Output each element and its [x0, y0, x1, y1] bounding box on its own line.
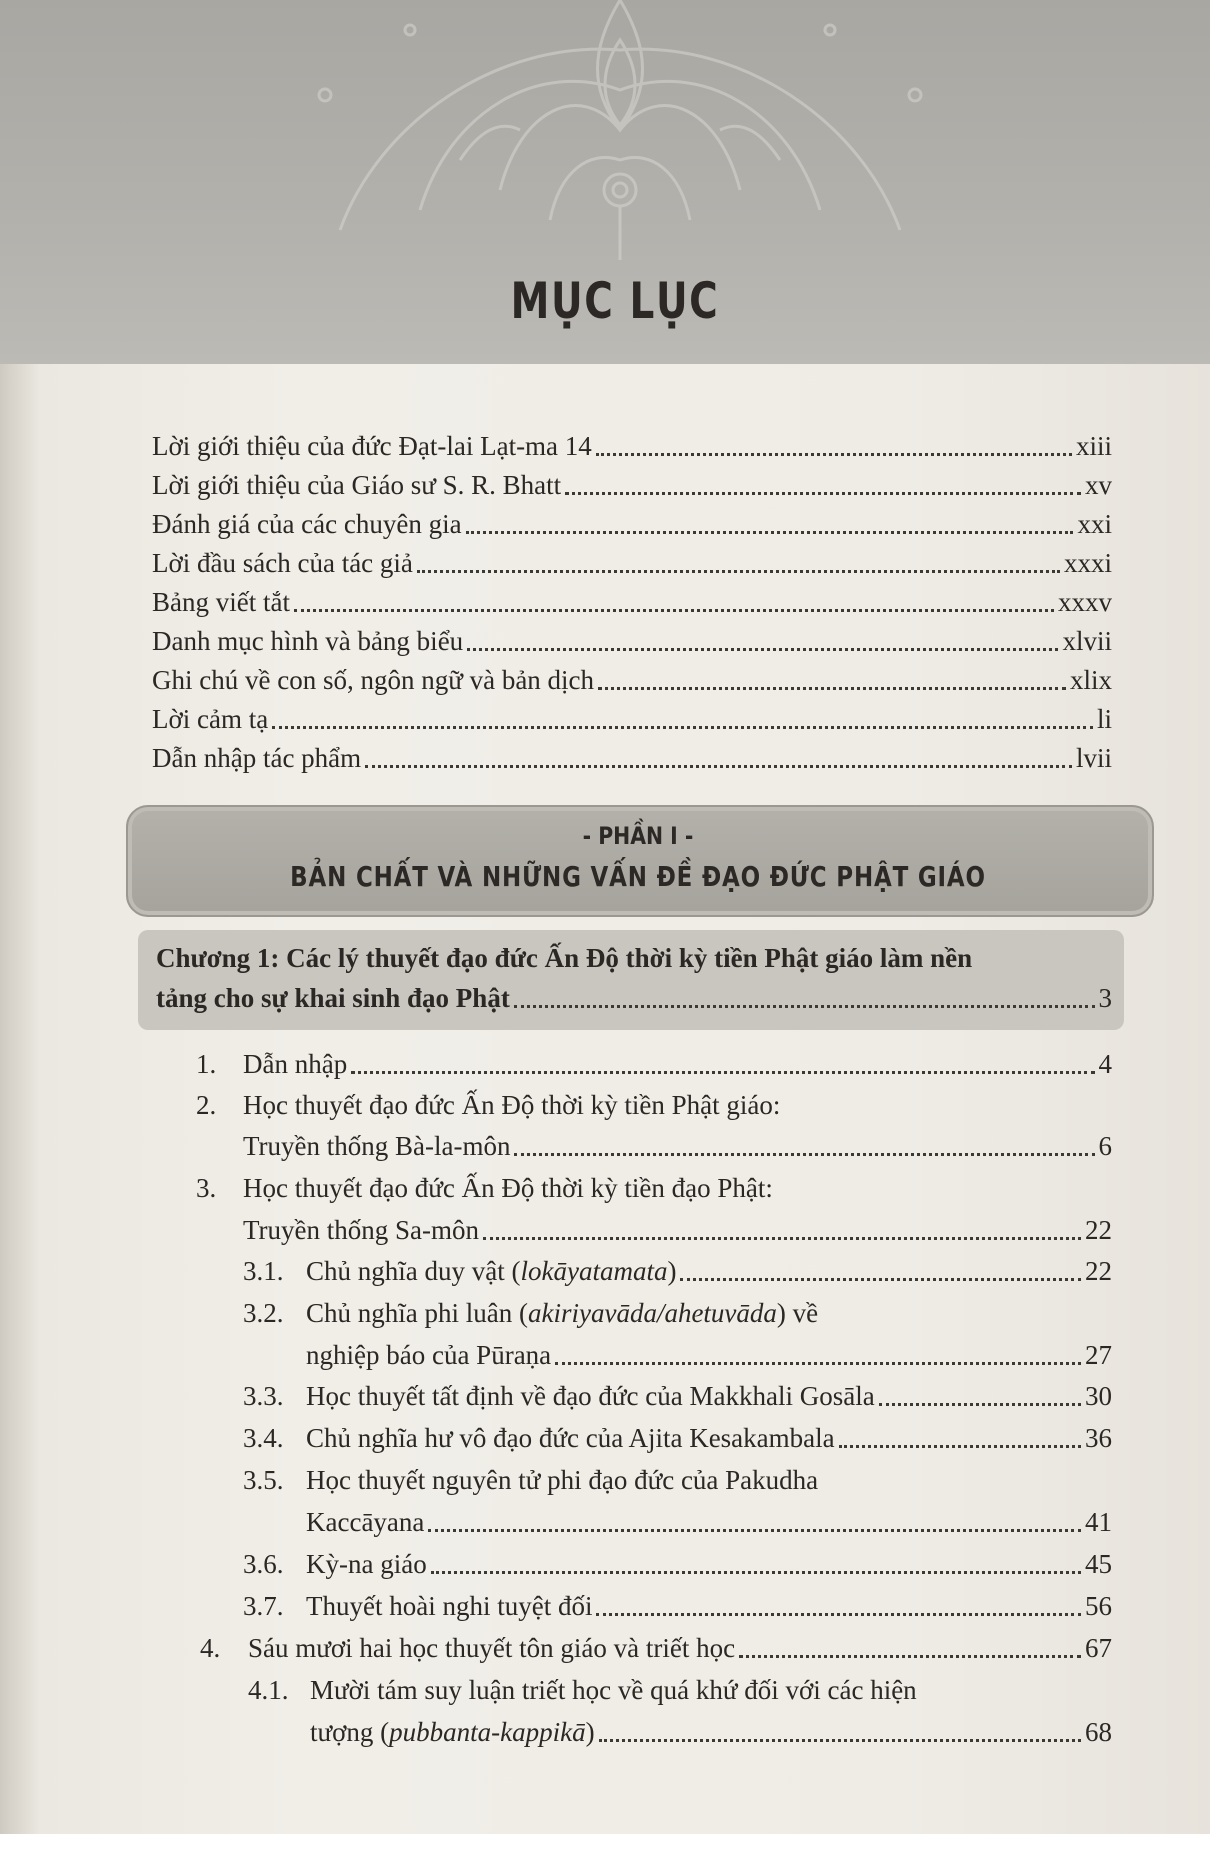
section-title-line1: Học thuyết đạo đức Ấn Độ thời kỳ tiền đạo Phật: [243, 1173, 773, 1203]
toc-entry: Chủ nghĩa duy vật (lokāyatamata) 22 [306, 1256, 1112, 1286]
toc-entry: Dẫn nhập tác phẩm lvii [152, 743, 1112, 773]
toc-entry: Bảng viết tắt xxxv [152, 587, 1112, 617]
section-number: 3.1. [243, 1256, 284, 1286]
toc-entry: nghiệp báo của Pūraṇa 27 [306, 1340, 1112, 1370]
section-number: 3.6. [243, 1549, 284, 1579]
toc-entry: Lời cảm tạ li [152, 704, 1112, 734]
toc-entry: Sáu mươi hai học thuyết tôn giáo và triết học 67 [248, 1633, 1112, 1663]
toc-entry: Lời giới thiệu của đức Đạt-lai Lạt-ma 14 xiii [152, 431, 1112, 461]
chapter-title-line1: Chương 1: Các lý thuyết đạo đức Ấn Độ thời kỳ tiền Phật giáo làm nền [156, 943, 973, 973]
section-title-line1: Học thuyết đạo đức Ấn Độ thời kỳ tiền Phật giáo: [243, 1090, 781, 1120]
page-edge-bottom [0, 1834, 1230, 1852]
toc-entry: Lời giới thiệu của Giáo sư S. R. Bhatt xv [152, 470, 1112, 500]
section-number: 3.7. [243, 1591, 284, 1621]
toc-entry: Kaccāyana 41 [306, 1507, 1112, 1537]
section-number: 4. [200, 1633, 221, 1663]
toc-entry: Danh mục hình và bảng biểu xlvii [152, 626, 1112, 656]
toc-entry: Chủ nghĩa hư vô đạo đức của Ajita Kesakambala 36 [306, 1423, 1112, 1453]
section-title-line1: Mười tám suy luận triết học về quá khứ đối với các hiện [310, 1675, 917, 1705]
section-number: 3.4. [243, 1423, 284, 1453]
section-number: 3.3. [243, 1381, 284, 1411]
section-number: 1. [196, 1049, 217, 1079]
toc-entry: Lời đầu sách của tác giả xxxi [152, 548, 1112, 578]
section-title-line1: Chủ nghĩa phi luân (akiriyavāda/ahetuvāda) về [306, 1298, 819, 1328]
toc-entry: Truyền thống Sa-môn 22 [243, 1215, 1112, 1245]
section-number: 4.1. [248, 1675, 289, 1705]
toc-entry: Học thuyết tất định về đạo đức của Makkhali Gosāla 30 [306, 1381, 1112, 1411]
part-title: BẢN CHẤT VÀ NHỮNG VẤN ĐỀ ĐẠO ĐỨC PHẬT GIÁO [290, 860, 986, 893]
toc-entry: Dẫn nhập 4 [243, 1049, 1112, 1079]
section-title-line1: Học thuyết nguyên tử phi đạo đức của Pakudha [306, 1465, 819, 1495]
toc-entry: Ghi chú về con số, ngôn ngữ và bản dịch xlix [152, 665, 1112, 695]
part-label: - PHẦN I - [582, 822, 694, 850]
toc-entry: Thuyết hoài nghi tuyệt đối 56 [306, 1591, 1112, 1621]
section-number: 3. [196, 1173, 217, 1203]
toc-entry: Kỳ-na giáo 45 [306, 1549, 1112, 1579]
chapter-entry: tảng cho sự khai sinh đạo Phật 3 [156, 983, 1112, 1013]
page-edge-right [1210, 0, 1230, 1852]
toc-entry: Đánh giá của các chuyên gia xxi [152, 509, 1112, 539]
section-number: 3.2. [243, 1298, 284, 1328]
toc-entry: tượng (pubbanta-kappikā) 68 [310, 1717, 1112, 1747]
section-number: 2. [196, 1090, 217, 1120]
section-number: 3.5. [243, 1465, 284, 1495]
page-title: MỤC LỤC [510, 272, 720, 330]
toc-entry: Truyền thống Bà-la-môn 6 [243, 1131, 1112, 1161]
